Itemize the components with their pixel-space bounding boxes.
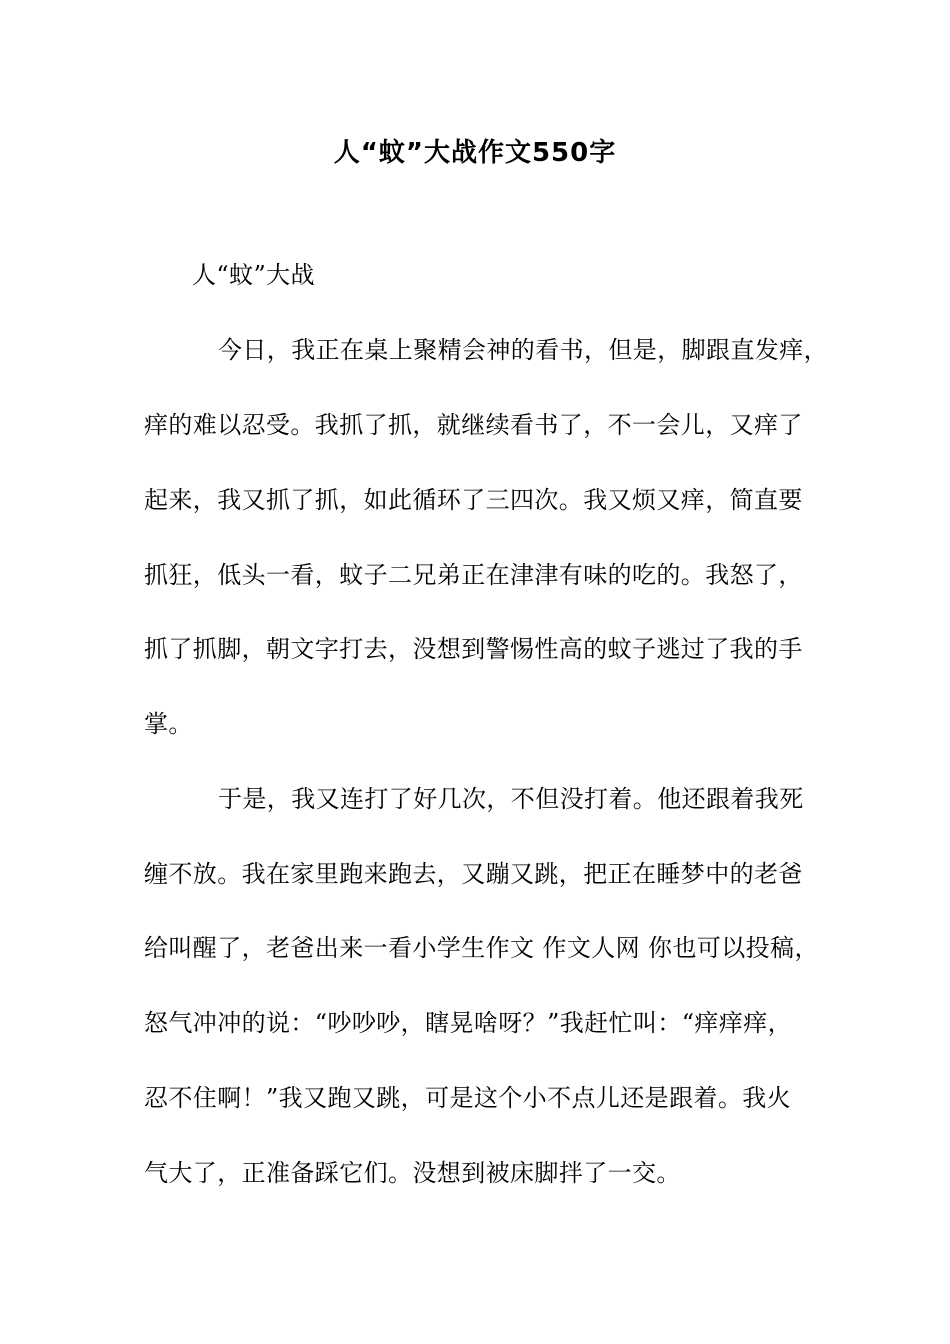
paragraph-line: 痒的难以忍受。我抓了抓，就继续看书了，不一会儿，又痒了 xyxy=(144,411,803,439)
paragraph-line: 忍不住啊！”我又跑又跳，可是这个小不点儿还是跟着。我火 xyxy=(144,1084,792,1112)
paragraph-line: 抓了抓脚，朝文字打去，没想到警惕性高的蚊子逃过了我的手 xyxy=(144,635,803,663)
paragraph-line: 气大了，正准备踩它们。没想到被床脚拌了一交。 xyxy=(144,1159,681,1187)
document-title: 人“蚊”大战作文550字 xyxy=(333,138,617,168)
paragraph-line: 怒气冲冲的说：“吵吵吵，瞎晃啥呀？”我赶忙叫：“痒痒痒， xyxy=(144,1009,793,1037)
paragraph-line: 今日，我正在桌上聚精会神的看书，但是，脚跟直发痒， xyxy=(218,336,828,364)
paragraph-line: 缠不放。我在家里跑来跑去，又蹦又跳，把正在睡梦中的老爸 xyxy=(144,860,803,888)
paragraph-line: 于是，我又连打了好几次，不但没打着。他还跟着我死 xyxy=(218,785,804,813)
paragraph-line: 给叫醒了，老爸出来一看小学生作文 作文人网 你也可以投稿， xyxy=(144,934,819,962)
paragraph-line: 掌。 xyxy=(144,710,193,738)
paragraph-line: 起来，我又抓了抓，如此循环了三四次。我又烦又痒，简直要 xyxy=(144,486,803,514)
paragraph-line: 抓狂，低头一看，蚊子二兄弟正在津津有味的吃的。我怒了， xyxy=(144,561,803,589)
subtitle: 人“蚊”大战 xyxy=(192,261,315,289)
